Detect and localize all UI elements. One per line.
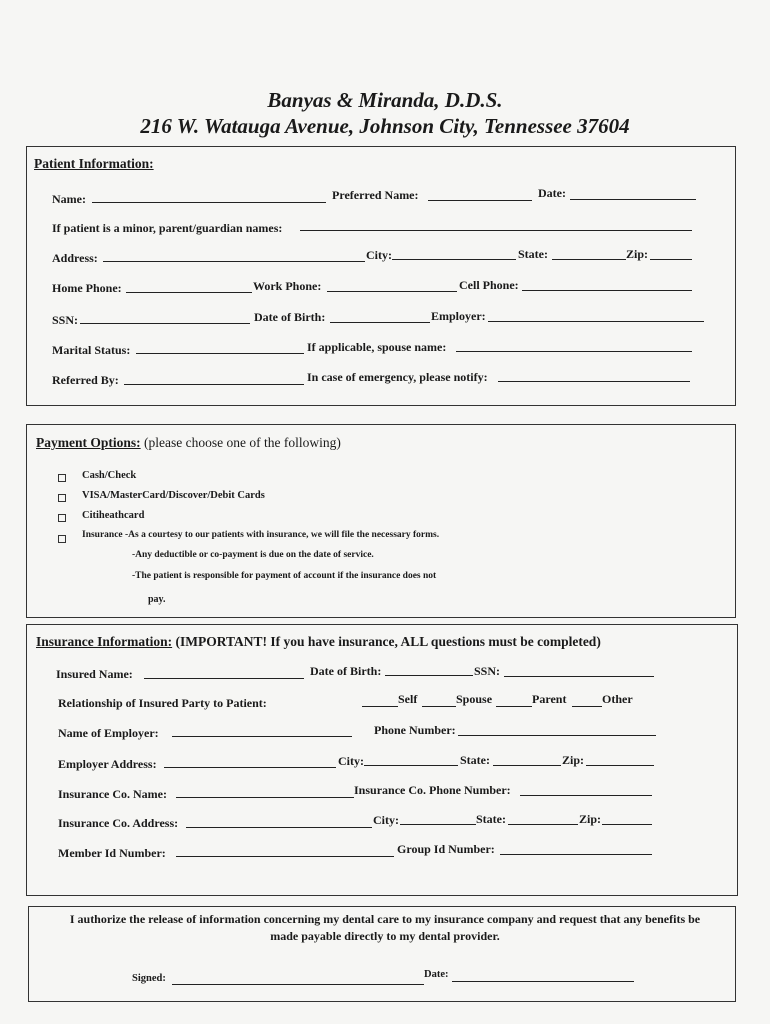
employer-label: Employer: [431, 309, 486, 323]
ssn-label: SSN: [52, 313, 79, 327]
employer-name-label: Name of Employer: [58, 726, 159, 740]
employer-state-field[interactable] [493, 753, 561, 766]
relationship-label: Relationship of Insured Party to Patient: [58, 696, 267, 710]
practice-address: 216 W. Watauga Avenue, Johnson City, Tennessee 37604 [140, 114, 630, 138]
insured-ssn-field[interactable] [504, 664, 654, 677]
card-checkbox[interactable] [58, 494, 66, 502]
city-label: City: [366, 248, 392, 262]
self-field[interactable] [362, 694, 398, 707]
employer-field[interactable] [488, 309, 704, 322]
parent-label: Parent [532, 692, 567, 706]
patient-info-title: Patient Information: [34, 156, 154, 171]
parent-field[interactable] [496, 694, 532, 707]
citihealthcard-checkbox[interactable] [58, 514, 66, 522]
employer-city-field[interactable] [364, 753, 458, 766]
insured-name-label: Insured Name: [56, 667, 133, 681]
authorization-text-1: I authorize the release of information concerning my dental care to my insurance company and request that any benefits be [69, 912, 701, 926]
spouse-name-label: If applicable, spouse name: [307, 340, 447, 354]
home-phone-label: Home Phone: [52, 281, 122, 295]
emergency-contact-field[interactable] [498, 369, 690, 382]
insurance-co-state-field[interactable] [508, 812, 578, 825]
state-label: State: [518, 247, 548, 261]
insured-dob-field[interactable] [385, 663, 473, 676]
date-field[interactable] [570, 187, 696, 200]
practice-name: Banyas & Miranda, D.D.S. [267, 88, 503, 112]
guardian-field[interactable] [300, 218, 692, 231]
insurance-co-state-label: State: [476, 812, 506, 826]
insurance-co-city-label: City: [373, 813, 399, 827]
payment-options-title: Payment Options: (please choose one of the following) [36, 435, 341, 450]
spouse-name-field[interactable] [456, 339, 692, 352]
cash-check-label: Cash/Check [82, 470, 137, 481]
member-id-field[interactable] [176, 844, 394, 857]
employer-zip-label: Zip: [562, 753, 585, 767]
dob-label: Date of Birth: [254, 310, 326, 324]
work-phone-field[interactable] [327, 279, 457, 292]
city-field[interactable] [392, 247, 516, 260]
date-label: Date: [538, 186, 566, 200]
payment-options-section [26, 424, 736, 618]
zip-label: Zip: [626, 247, 649, 261]
group-id-label: Group Id Number: [397, 842, 495, 856]
deductible-note: -Any deductible or co-payment is due on the date of service. [132, 550, 374, 560]
insured-ssn-label: SSN: [474, 664, 501, 678]
state-field[interactable] [552, 247, 626, 260]
employer-phone-field[interactable] [458, 723, 656, 736]
spouse-field[interactable] [422, 694, 456, 707]
preferred-name-field[interactable] [428, 188, 532, 201]
insurance-checkbox[interactable] [58, 535, 66, 543]
preferred-name-label: Preferred Name: [332, 188, 419, 202]
employer-name-field[interactable] [172, 724, 352, 737]
insurance-co-zip-field[interactable] [602, 812, 652, 825]
signature-date-label: Date: [424, 969, 449, 980]
insurance-co-phone-field[interactable] [520, 783, 652, 796]
zip-field[interactable] [650, 247, 692, 260]
insurance-co-address-field[interactable] [186, 815, 372, 828]
insurance-co-address-label: Insurance Co. Address: [58, 816, 179, 830]
insurance-option-label: Insurance -As a courtesy to our patients with insurance, we will file the necessary forms. [82, 530, 440, 540]
emergency-contact-label: In case of emergency, please notify: [307, 370, 488, 384]
responsibility-note: -The patient is responsible for payment of account if the insurance does not [132, 571, 437, 581]
guardian-label: If patient is a minor, parent/guardian names: [52, 221, 283, 235]
employer-phone-label: Phone Number: [374, 723, 456, 737]
signature-date-field[interactable] [452, 969, 634, 982]
insurance-co-name-label: Insurance Co. Name: [58, 787, 167, 801]
insurance-co-phone-label: Insurance Co. Phone Number: [354, 783, 511, 797]
ssn-field[interactable] [80, 311, 250, 324]
referred-by-field[interactable] [124, 372, 304, 385]
insurance-co-city-field[interactable] [400, 812, 476, 825]
employer-address-field[interactable] [164, 755, 336, 768]
citihealthcard-label: Citiheathcard [82, 510, 145, 521]
responsibility-note-cont: pay. [148, 594, 166, 605]
marital-status-label: Marital Status: [52, 343, 131, 357]
address-field[interactable] [103, 249, 365, 262]
name-field[interactable] [92, 190, 326, 203]
insurance-co-name-field[interactable] [176, 785, 354, 798]
employer-zip-field[interactable] [586, 753, 654, 766]
cell-phone-label: Cell Phone: [459, 278, 519, 292]
work-phone-label: Work Phone: [253, 279, 322, 293]
patient-info-section [26, 146, 736, 406]
card-label: VISA/MasterCard/Discover/Debit Cards [82, 490, 265, 501]
spouse-label: Spouse [456, 692, 493, 706]
authorization-text-2: made payable directly to my dental provider. [270, 929, 500, 943]
self-label: Self [398, 692, 418, 706]
insurance-co-zip-label: Zip: [579, 812, 602, 826]
signature-field[interactable] [172, 972, 424, 985]
employer-city-label: City: [338, 754, 364, 768]
cash-check-checkbox[interactable] [58, 474, 66, 482]
other-label: Other [602, 692, 633, 706]
insured-name-field[interactable] [144, 666, 304, 679]
other-field[interactable] [572, 694, 602, 707]
signed-label: Signed: [132, 973, 166, 984]
cell-phone-field[interactable] [522, 278, 692, 291]
group-id-field[interactable] [500, 842, 652, 855]
employer-state-label: State: [460, 753, 490, 767]
insured-dob-label: Date of Birth: [310, 664, 382, 678]
address-label: Address: [52, 251, 98, 265]
employer-address-label: Employer Address: [58, 757, 157, 771]
insurance-info-title: Insurance Information: (IMPORTANT! If you have insurance, ALL questions must be completed) [36, 634, 601, 649]
member-id-label: Member Id Number: [58, 846, 166, 860]
referred-by-label: Referred By: [52, 373, 119, 387]
marital-status-field[interactable] [136, 341, 304, 354]
home-phone-field[interactable] [126, 280, 252, 293]
dob-field[interactable] [330, 310, 430, 323]
name-label: Name: [52, 192, 86, 206]
